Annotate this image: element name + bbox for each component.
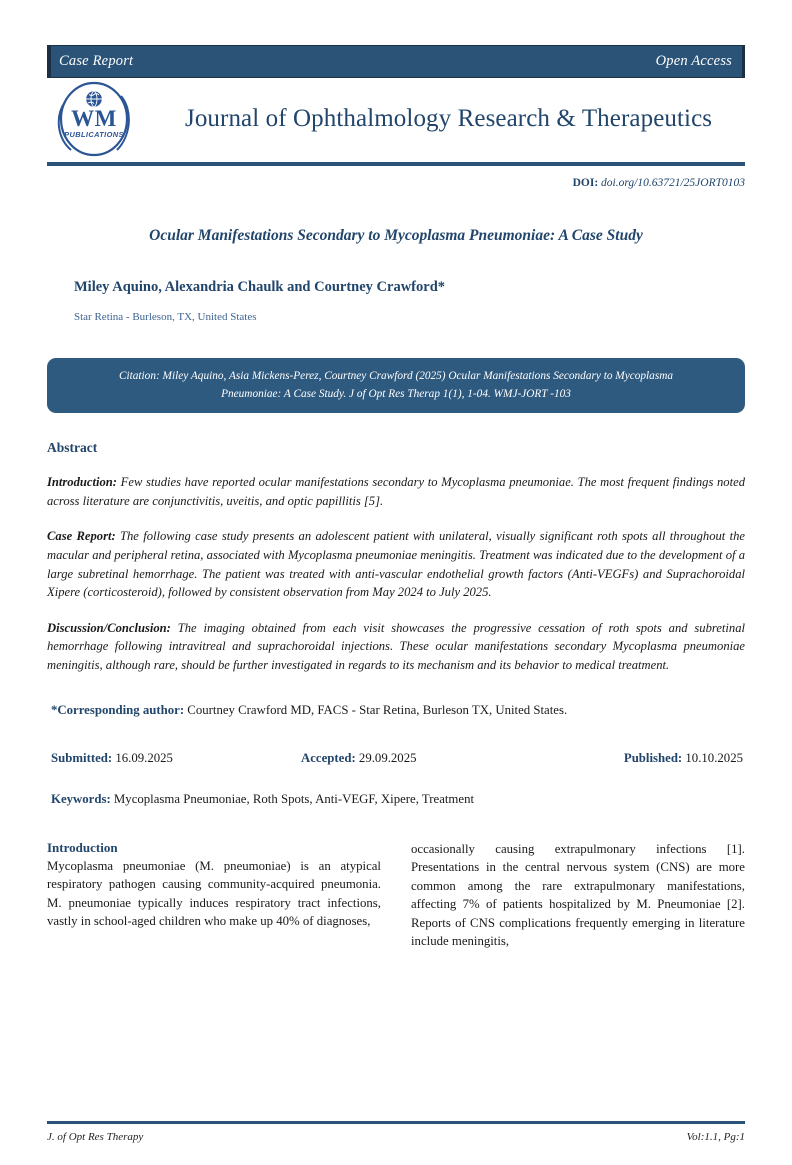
doi-value[interactable]: doi.org/10.63721/25JORT0103 [601, 177, 745, 189]
page-title: Ocular Manifestations Secondary to Mycoplasma Pneumoniae: A Case Study [149, 227, 643, 244]
page-footer [47, 1121, 745, 1143]
date-submitted-value: 16.09.2025 [112, 750, 173, 765]
abstract-case-report-text: The following case study presents an adolescent patient with unilateral, visually significant roth spots all throughout the macular and peripheral retina, associated with Mycoplasma pneumoniae meningitis. Treatment was indicated due to the development of a large subretinal hemorrhage. The patient was treated with anti-vascular endothelial growth factors (Anti-VEGFs) and Suprachoroidal Xipere (corticosteroid), followed by consistent observation from May 2024 to July 2025. [47, 529, 745, 600]
header-ribbon [47, 45, 745, 78]
footer-journal-abbrev: J. of Opt Res Therapy [47, 1131, 144, 1143]
svg-text:PUBLICATIONS: PUBLICATIONS [64, 130, 124, 139]
date-submitted-label: Submitted: [51, 750, 113, 765]
doi-label: DOI: [572, 177, 599, 189]
keywords [47, 792, 745, 807]
citation-box: Citation: Miley Aquino, Asia Mickens-Perez, Courtney Crawford (2025) Ocular Manifestations Secondary to Mycoplasma Pneumoniae: A Case Study. J of Opt Res Therap 1(1), 1-04. WMJ-JORT -103 [47, 358, 745, 413]
publisher-logo [51, 80, 137, 158]
abstract-discussion-label: Discussion/Conclusion: [47, 620, 171, 635]
doi-line [47, 177, 745, 189]
abstract-introduction-label: Introduction: [47, 475, 117, 489]
keywords-label: Keywords: [51, 791, 111, 806]
date-published-label: Published: [623, 750, 683, 765]
date-published-value: 10.10.2025 [682, 750, 743, 765]
introduction-paragraph-continued: occasionally causing extrapulmonary infections [1]. Presentations in the central nervous system (CNS) are more common among the rare extrapulmonary manifestations, affecting 7% of patients hospitalized by M. Pneumoniae [2]. Reports of CNS complications frequently emerging in literature include meningitis, [411, 841, 745, 949]
abstract-case-report-label: Case Report: [47, 529, 116, 544]
introduction-paragraph: Mycoplasma pneumoniae (M. pneumoniae) is an atypical respiratory pathogen causing community-acquired pneumonia. M. pneumoniae typically induces respiratory tract infections, vastly in school-aged children who make up 40% of diagnoses, [47, 858, 381, 929]
date-submitted [51, 751, 301, 766]
publication-dates [47, 751, 745, 766]
column-right [411, 840, 745, 951]
abstract-discussion [47, 619, 745, 675]
ribbon-access-label: Open Access [655, 53, 732, 69]
introduction-heading: Introduction [47, 839, 118, 855]
body-columns [47, 840, 745, 951]
journal-masthead [47, 78, 745, 160]
affiliation: Star Retina - Burleson, TX, United States [74, 311, 257, 323]
date-accepted-value: 29.09.2025 [355, 750, 417, 765]
globe-icon [86, 91, 102, 107]
abstract-introduction-text: Few studies have reported ocular manifestations secondary to Mycoplasma pneumoniae. The most frequent findings noted across literature are conjunctivitis, uveitis, and optic papillitis [5]. [47, 475, 745, 508]
svg-text:WM: WM [71, 106, 117, 131]
corresponding-author-value: Courtney Crawford MD, FACS - Star Retina, Burleson TX, United States. [184, 702, 568, 717]
author-list: Miley Aquino, Alexandria Chaulk and Courtney Crawford* [74, 279, 446, 295]
footer-volume-page: Vol:1.1, Pg:1 [686, 1131, 745, 1143]
date-published [551, 751, 745, 766]
abstract-discussion-text: The imaging obtained from each visit showcases the progressive cessation of roth spots and subretinal hemorrhage following intravitreal and suprachoroidal injections. These ocular manifestations secondary Mycoplasma pneumoniae meningitis, although rare, should be further investigated in regards to its mechanism and its behavior to medical treatment. [47, 620, 745, 672]
footer-divider [47, 1121, 745, 1124]
masthead-divider [47, 162, 745, 166]
journal-title: Journal of Ophthalmology Research & Therapeutics [185, 105, 713, 132]
ribbon-article-type: Case Report [59, 53, 134, 69]
corresponding-author [47, 703, 745, 718]
keywords-value: Mycoplasma Pneumoniae, Roth Spots, Anti-VEGF, Xipere, Treatment [110, 791, 475, 806]
date-accepted [301, 751, 551, 766]
document-page [0, 45, 792, 1165]
abstract-case-report [47, 527, 745, 602]
column-left [47, 840, 381, 951]
abstract-heading: Abstract [47, 440, 98, 455]
abstract-introduction [47, 473, 745, 510]
corresponding-author-label: *Corresponding author: [51, 702, 185, 717]
date-accepted-label: Accepted: [301, 750, 356, 765]
